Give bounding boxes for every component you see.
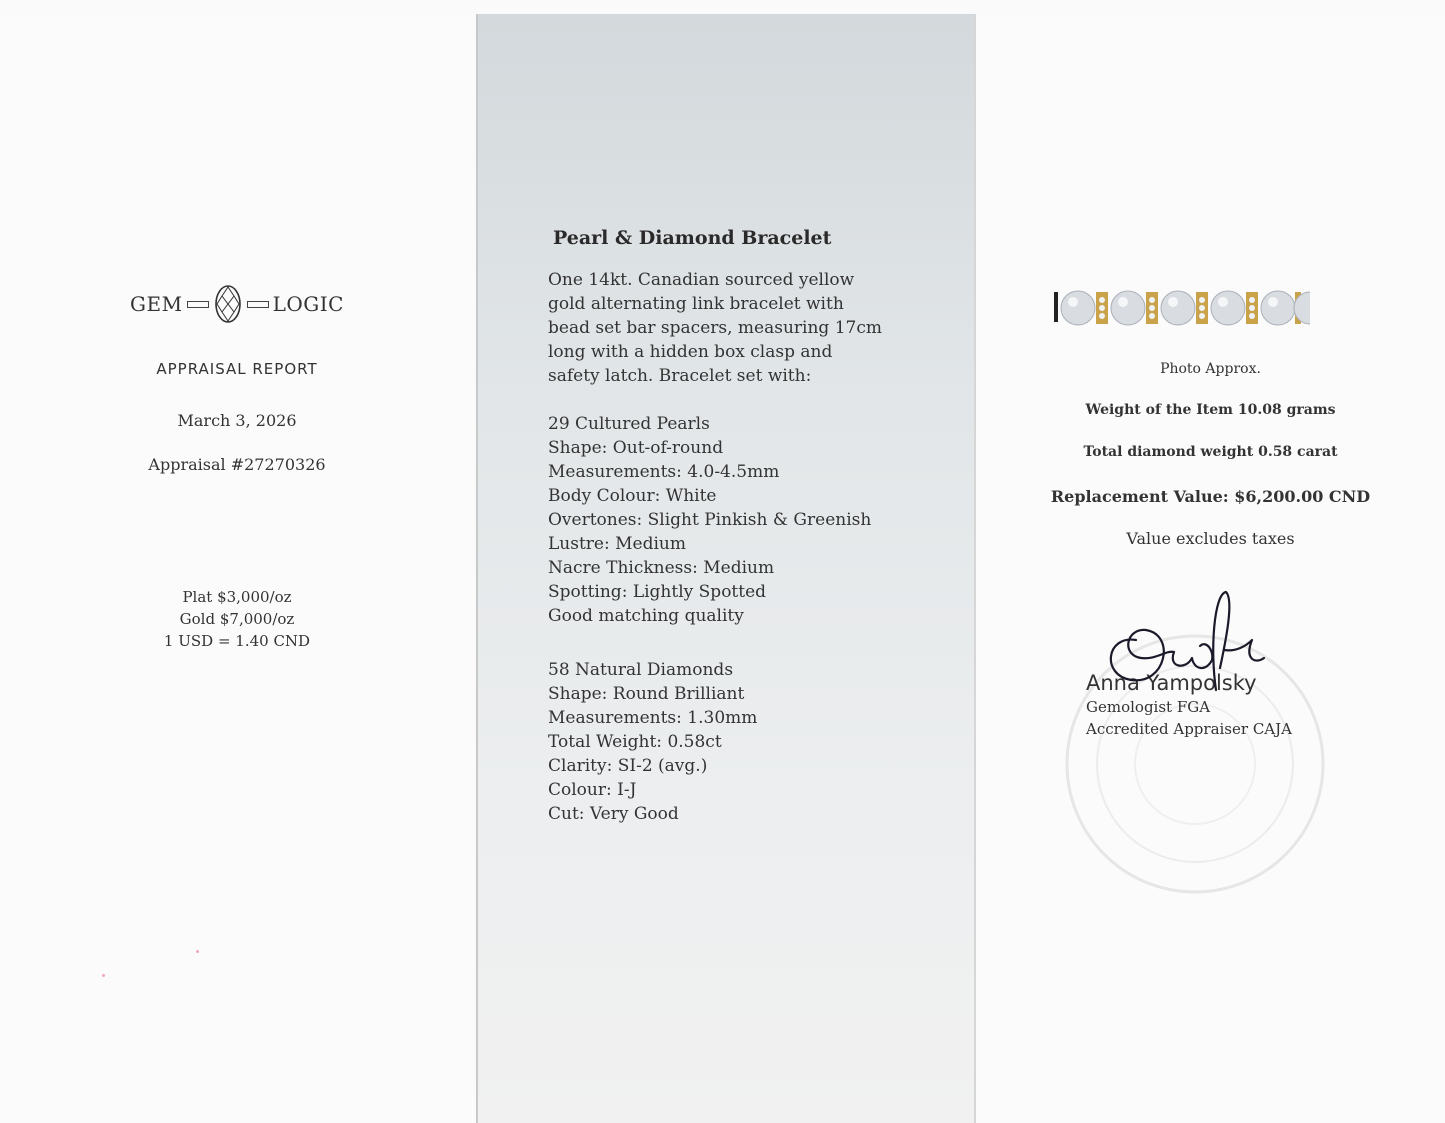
- exchange-rate: 1 USD = 1.40 CND: [163, 632, 311, 650]
- item-description: [548, 226, 948, 826]
- value-note: Value excludes taxes: [1126, 529, 1295, 548]
- report-date: March 3, 2026: [177, 411, 297, 430]
- pearl-detail: Shape: Out-of-round: [548, 438, 724, 458]
- speck: [102, 974, 105, 977]
- logo-bar-left: [187, 301, 209, 308]
- pearl-detail: Overtones: Slight Pinkish & Greenish: [548, 510, 872, 530]
- diamond-detail: 58 Natural Diamonds: [548, 660, 734, 680]
- price-gold: Gold $7,000/oz: [179, 610, 295, 628]
- bracelet-photo: [1054, 282, 1312, 334]
- left-panel: [0, 14, 474, 1123]
- appraiser-accreditation: Accredited Appraiser CAJA: [1086, 720, 1292, 738]
- diamond-detail: Measurements: 1.30mm: [548, 708, 758, 728]
- description-line: safety latch. Bracelet set with:: [548, 366, 812, 386]
- logo-word-gem: GEM: [130, 292, 183, 316]
- appraiser-title: Gemologist FGA: [1086, 698, 1211, 716]
- logo-word-logic: LOGIC: [272, 292, 344, 316]
- pearl-link: [1061, 291, 1095, 325]
- handwritten-signature-icon: [1096, 580, 1296, 710]
- diamond-detail: Shape: Round Brilliant: [548, 684, 745, 704]
- report-title: APPRAISAL REPORT: [156, 360, 318, 378]
- description-line: gold alternating link bracelet with: [548, 294, 844, 314]
- item-title: Pearl & Diamond Bracelet: [553, 227, 832, 249]
- diamond-detail: Cut: Very Good: [548, 804, 679, 824]
- photo-caption: Photo Approx.: [1160, 361, 1261, 377]
- speck: [196, 950, 199, 953]
- metal-prices: [0, 586, 474, 652]
- diamond-detail: Total Weight: 0.58ct: [548, 732, 722, 752]
- gem-logic-logo: [0, 284, 474, 324]
- middle-panel: [476, 14, 976, 1123]
- price-platinum: Plat $3,000/oz: [182, 588, 292, 606]
- diamond-details: [548, 658, 948, 826]
- description-line: bead set bar spacers, measuring 17cm: [548, 318, 882, 338]
- diamond-gem-icon: [213, 284, 243, 324]
- pearl-detail: Spotting: Lightly Spotted: [548, 582, 767, 602]
- pearl-detail: 29 Cultured Pearls: [548, 414, 710, 434]
- appraiser-name: Anna Yampolsky: [1086, 671, 1257, 695]
- right-panel: [976, 14, 1445, 1123]
- pearl-detail: Measurements: 4.0-4.5mm: [548, 462, 780, 482]
- item-weight: Weight of the Item 10.08 grams: [1085, 402, 1336, 418]
- description-paragraph: [548, 268, 948, 388]
- pearl-detail: Good matching quality: [548, 606, 744, 626]
- replacement-value: Replacement Value: $6,200.00 CND: [1050, 487, 1371, 506]
- logo-bar-right: [247, 301, 269, 308]
- pearl-detail: Nacre Thickness: Medium: [548, 558, 775, 578]
- description-line: long with a hidden box clasp and: [548, 342, 833, 362]
- pearl-details: [548, 412, 948, 628]
- appraisal-number: Appraisal #27270326: [148, 455, 326, 474]
- description-line: One 14kt. Canadian sourced yellow: [548, 270, 855, 290]
- pearl-detail: Body Colour: White: [548, 486, 717, 506]
- diamond-detail: Colour: I-J: [548, 780, 637, 800]
- pearl-detail: Lustre: Medium: [548, 534, 686, 554]
- diamond-detail: Clarity: SI-2 (avg.): [548, 756, 708, 776]
- diamond-weight: Total diamond weight 0.58 carat: [1083, 444, 1338, 460]
